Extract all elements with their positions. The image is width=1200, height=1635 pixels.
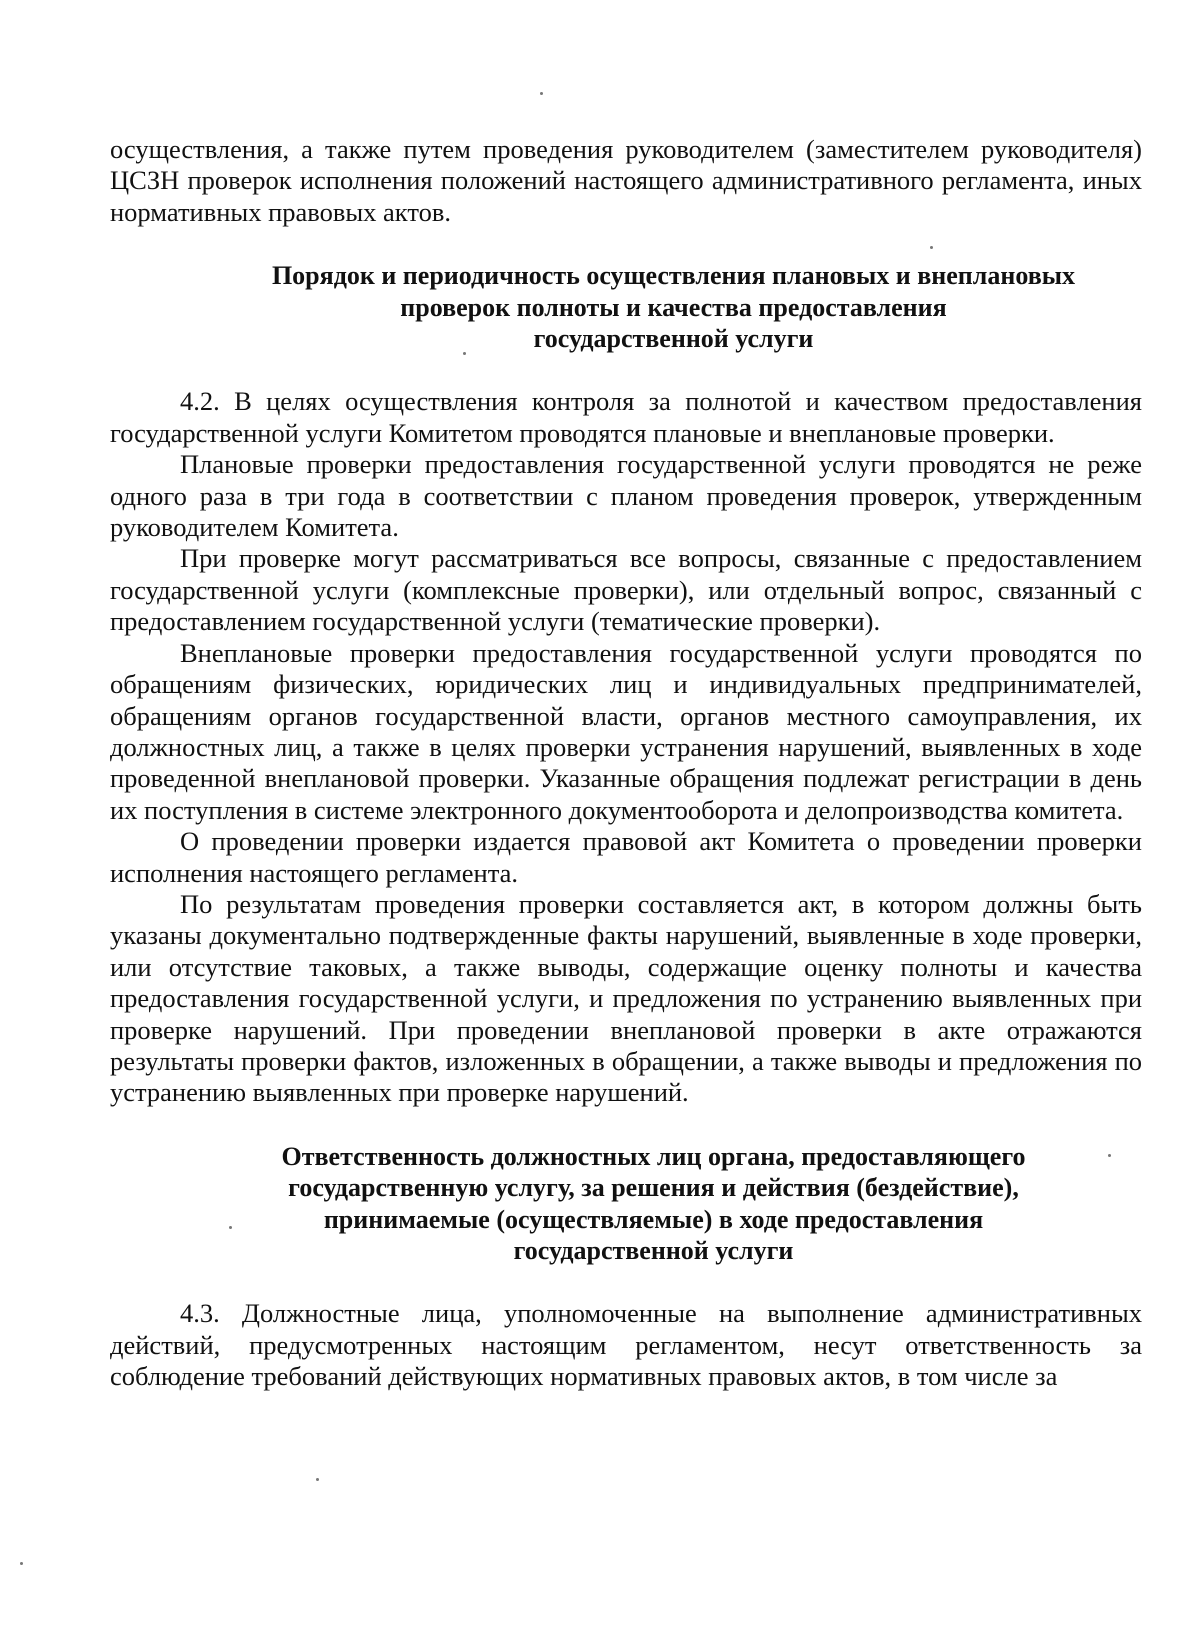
section-4-2 (110, 386, 1142, 1108)
section-heading-inspections (110, 260, 1142, 354)
paragraph-inspection-results: По результатам проведения проверки составляется акт, в котором должны быть указаны документально подтвержденные факты нарушений, выявленные в ходе проверки, или отсутствие таковых, а также выводы, содержащие оценку полноты и качества предоставления государственной услуги, и предложения по устранению выявленных при проверке нарушений. При проведении внеплановой проверки в акте отражаются результаты проверки фактов, изложенных в обращении, а также выводы и предложения по устранению выявленных при проверке нарушений. (110, 888, 1142, 1108)
section-4-3 (110, 1298, 1142, 1392)
scan-speck (930, 246, 933, 249)
heading-line: Порядок и периодичность осуществления плановых и внеплановых (271, 261, 1076, 291)
heading-line: государственную услугу, за решения и действия (бездействие), (288, 1173, 1019, 1203)
paragraph-unplanned-inspections: Внеплановые проверки предоставления государственной услуги проводятся по обращениям физических, юридических лиц и индивидуальных предпринимателей, обращениям органов государственной власти, органов местного самоуправления, их должностных лиц, а также в целях проверки устранения нарушений, выявленных в ходе проведенной внеплановой проверки. Указанные обращения подлежат регистрации в день их поступления в системе электронного документооборота и делопроизводства комитета. (110, 637, 1142, 825)
paragraph-legal-act: О проведении проверки издается правовой акт Комитета о проведении проверки исполнения настоящего регламента. (110, 826, 1142, 888)
paragraph-4-3: 4.3. Должностные лица, уполномоченные на выполнение административных действий, предусмотренных настоящим регламентом, несут ответственность за соблюдение требований действующих нормативных правовых актов, в том числе за (110, 1298, 1142, 1392)
heading-line: Ответственность должностных лиц органа, предоставляющего (281, 1141, 1026, 1171)
paragraph-4-2-intro: 4.2. В целях осуществления контроля за полнотой и качеством предоставления государственной услуги Комитетом проводятся плановые и внеплановые проверки. (110, 386, 1142, 448)
scan-speck (1108, 1154, 1111, 1157)
section-heading-responsibility (110, 1141, 1142, 1267)
heading-line: проверок полноты и качества предоставления (400, 292, 947, 322)
scan-speck (20, 1562, 23, 1565)
scan-speck (463, 352, 466, 355)
intro-paragraph: осуществления, а также путем проведения руководителем (заместителем руководителя) ЦСЗН проверок исполнения положений настоящего административного регламента, иных нормативных правовых актов. (110, 134, 1142, 227)
heading-line: государственной услуги (513, 1236, 794, 1265)
scan-speck (316, 1478, 319, 1481)
paragraph-inspection-scope: При проверке могут рассматриваться все вопросы, связанные с предоставлением государственной услуги (комплексные проверки), или отдельный вопрос, связанный с предоставлением государственной услуги (тематические проверки). (110, 543, 1142, 637)
scan-speck (229, 1226, 232, 1229)
paragraph-planned-inspections: Плановые проверки предоставления государственной услуги проводятся не реже одного раза в три года в соответствии с планом проведения проверок, утвержденным руководителем Комитета. (110, 449, 1142, 543)
heading-line: государственной услуги (533, 324, 814, 354)
scan-speck (540, 92, 543, 95)
heading-line: принимаемые (осуществляемые) в ходе предоставления (323, 1204, 984, 1234)
document-page (110, 134, 1142, 1393)
